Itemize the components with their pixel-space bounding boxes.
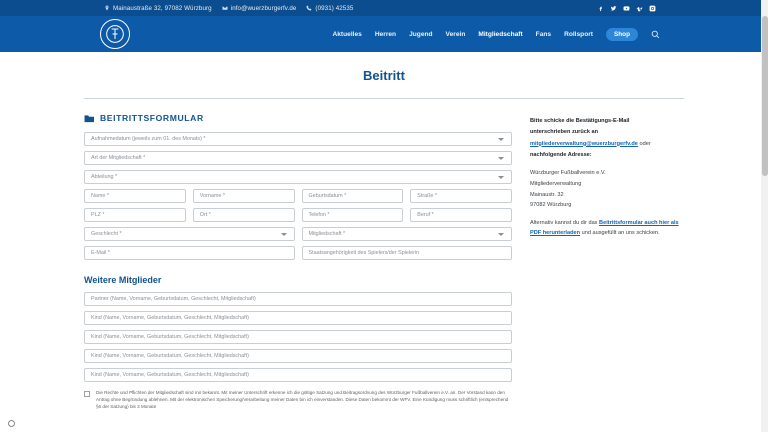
input-telefon[interactable] [302,208,404,222]
nav-item-fans[interactable]: Fans [535,30,552,38]
select-art-mitgliedschaft[interactable] [84,151,512,165]
select-geschlecht-label: Geschlecht * [91,231,122,237]
sidebar-alt-pre: Alternativ kannst du dir das [530,220,598,227]
phone-item[interactable] [306,5,353,12]
club-crest-icon [105,24,125,44]
form-row-3 [84,227,512,246]
input-strasse[interactable] [410,189,512,203]
phone-text[interactable]: (0931) 42535 [315,4,354,12]
select-aufnahmedatum[interactable] [84,132,512,146]
address-text: Mainaustraße 32, 97082 Würzburg [113,4,212,12]
map-pin-icon [104,5,110,11]
consent-text: Die Rechte und Pflichten der Mitgliedschaft sind mir bekannt. Mit meiner Unterschrift erkenne ich die gültige Satzung und Beitragsordnung des Würzburger Fußballverein e.V. an. Der Vorstand kann den Antrag ohne Begründung ablehnen. Mit der elektronischen Speicherung/Verarbeitung meiner Daten bin ich einverstanden. Diese Daten bekommt der WFV. Eine Kündigung muss schriftlich (entsprechend §6 der Satzung) bis 3 Monate [96,390,509,409]
page-title-area [0,52,768,98]
form-heading [84,113,512,123]
input-name[interactable] [84,189,186,203]
membership-form [84,113,512,411]
nav-item-aktuelles[interactable]: Aktuelles [332,30,362,38]
input-vorname[interactable] [193,189,295,203]
input-strasse-label: Straße * [417,193,438,199]
input-kind-1[interactable] [84,311,512,325]
input-kind-3[interactable] [84,349,512,363]
select-mitgliedschaft-label: Mitgliedschaft * [308,231,346,237]
sidebar-alt-post: und ausgefüllt an uns schicken. [581,230,660,237]
phone-icon [306,5,312,11]
input-vorname-label: Vorname * [199,193,225,199]
input-ort-label: Ort * [199,212,211,218]
consent-row[interactable] [84,390,512,411]
nav-item-rollsport[interactable]: Rollsport [564,30,594,38]
form-heading-text: BEITRITTSFORMULAR [100,113,204,123]
sidebar-address-line2: Mitgliederverwaltung [530,180,582,187]
page-title: Beitritt [363,67,405,83]
club-logo[interactable] [100,19,130,49]
select-art-mitgliedschaft-label: Art der Mitgliedschaft * [91,155,146,161]
consent-checkbox[interactable] [84,391,90,397]
nav-links [333,28,661,41]
mail-icon [222,5,228,11]
input-partner-label: Partner (Name, Vorname, Geburtsdatum, Geschlecht, Mitgliedschaft) [91,296,256,302]
sidebar-address-line3: Mainaustr. 32 [530,191,564,198]
input-kind-2[interactable] [84,330,512,344]
form-row-1 [84,189,512,208]
nav-item-jugend[interactable]: Jugend [409,30,433,38]
input-kind-4-label: Kind (Name, Vorname, Geburtsdatum, Geschlecht, Mitgliedschaft) [91,372,249,378]
address-item [104,5,212,12]
input-ort[interactable] [193,208,295,222]
form-row-2 [84,208,512,227]
input-email[interactable] [84,246,295,260]
input-staatsangehoerigkeit[interactable] [302,246,513,260]
input-kind-3-label: Kind (Name, Vorname, Geburtsdatum, Geschlecht, Mitgliedschaft) [91,353,249,359]
twitter-icon[interactable] [610,5,617,12]
sidebar-instruction-line2: unterschrieben zurück an [530,128,599,135]
input-geburtsdatum-label: Geburtsdatum * [308,193,347,199]
shop-button[interactable]: Shop [606,28,638,41]
input-plz[interactable] [84,208,186,222]
input-beruf[interactable] [410,208,512,222]
input-kind-4[interactable] [84,368,512,382]
input-geburtsdatum[interactable] [302,189,404,203]
input-kind-2-label: Kind (Name, Vorname, Geburtsdatum, Geschlecht, Mitgliedschaft) [91,334,249,340]
input-partner[interactable] [84,292,512,306]
select-abteilung[interactable] [84,170,512,184]
select-mitgliedschaft[interactable] [302,227,513,241]
select-geschlecht[interactable] [84,227,295,241]
vimeo-icon[interactable] [636,5,643,12]
content-area [0,99,768,411]
sidebar-address-line1: Würzburger Fußballverein e.V. [530,170,606,177]
page-scrollbar[interactable] [761,0,768,432]
sidebar-instruction-line1: Bitte schicke die Bestätigungs-E-Mail [530,118,630,124]
input-kind-1-label: Kind (Name, Vorname, Geburtsdatum, Geschlecht, Mitgliedschaft) [91,315,249,321]
input-staatsangehoerigkeit-label: Staatsangehörigkeit des Spielers/der Spielerin [308,250,420,256]
section-heading-weitere-mitglieder: Weitere Mitglieder [84,275,162,285]
scrollbar-thumb[interactable] [762,16,768,176]
select-abteilung-label: Abteilung * [91,174,118,180]
facebook-icon[interactable] [597,5,604,12]
sidebar-email-link[interactable]: mitgliederverwaltung@wuerzburgerfv.de [530,140,638,147]
youtube-icon[interactable] [623,5,630,12]
input-name-label: Name * [91,193,109,199]
form-icon [84,114,95,123]
top-utility-bar [0,0,768,16]
input-telefon-label: Telefon * [308,212,330,218]
sidebar-pdf-link[interactable]: Beitrittsformular auch hier als PDF herunterladen [530,220,679,237]
email-item[interactable] [222,5,297,12]
sidebar-oder: oder [639,140,651,147]
main-navigation [0,16,768,52]
sidebar-info [530,113,680,411]
search-icon[interactable] [651,30,660,39]
input-email-label: E-Mail * [91,250,110,256]
nav-item-mitgliedschaft[interactable]: Mitgliedschaft [478,30,523,38]
email-text[interactable]: info@wuerzburgerfv.de [230,4,297,12]
select-aufnahmedatum-label: Aufnahmedatum (jeweils zum 01. des Monats) * [91,136,206,142]
input-plz-label: PLZ * [91,212,105,218]
sidebar-address-line4: 97082 Würzburg [530,202,572,209]
mouse-cursor [8,420,15,427]
nav-item-verein[interactable]: Verein [445,30,466,38]
instagram-icon[interactable] [649,5,656,12]
form-row-4 [84,246,512,265]
nav-item-herren[interactable]: Herren [374,30,397,38]
input-beruf-label: Beruf * [417,212,434,218]
sidebar-instruction-line4: nachfolgende Adresse: [530,152,592,159]
